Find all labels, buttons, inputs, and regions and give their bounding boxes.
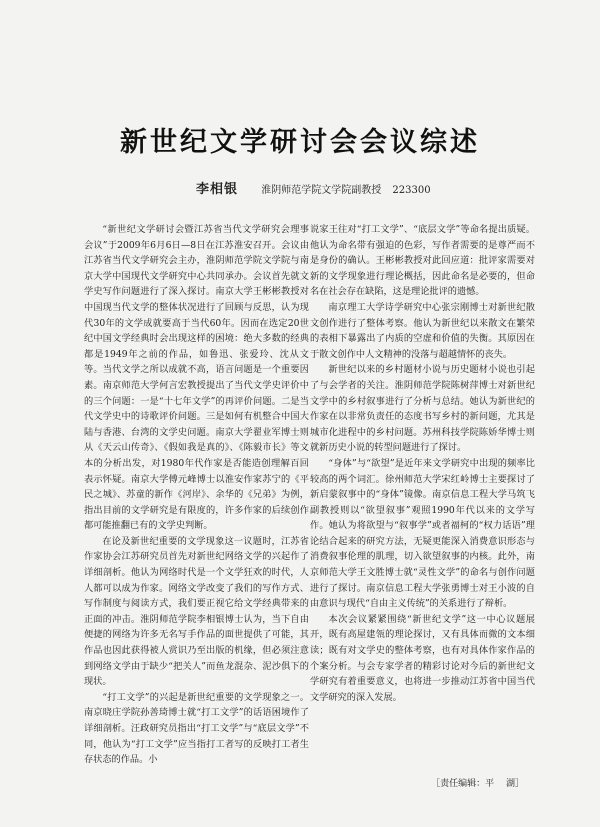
paragraph: “新世纪文学研讨会暨江苏省当代文学研究会理事会议”于2009年6月6日—8日在江苏淮安召开。会议由江苏省当代文学研究会主办，淮阴师范学院文学院与南京大学中国现代文学研究中心共同承办。会议首先就文学史写作问题进行了深入探讨。南京大学王彬彬教授对中国现当代文学的整体状况进行了回顾与反思，认为现代30年的文学成就要高于当代60年。因而在选定20世纪中国文学经典时会出现这样的困境：绝大多数的经典都是1949年之前的作品，如鲁迅、张爱玲、沈从文等。当代文学之所以成就不高，语言问题是一个重要因素。南京师范大学何言宏教授提出了当代文学史评价中的三个问题：一是“十七年文学”的再评价问题。二是当代文学史中的诗歌评价问题。三是如何有机整合中国大陆与香港、台湾的文学史问题。南京大学翟业军博士则从《天云山传奇》、《假如我是真的》、《陈毅市长》等文本的分析出发，对1980年代作家是否能造创理解百回表示怀疑。南京大学傅元峰博士以淮安作家苏宁的《平民之城》、苏童的新作《河岸》、余华的《兄弟》为例，指出目前的文学研究是有限度的，许多作家的后续创作都可能推翻已有的文学史判断。 xyxy=(84,224,309,532)
paragraph: “打工文学”的兴起是新世纪重要的文学现象之一。南京晓庄学院孙善琦博士就“打工文学”的话语困境作了详细剖析。汪政研究员指出“打工文学”与“底层文学”不同，他认为“打工文学”应当指打工者写的反映打工者生存状态的作品。小 xyxy=(84,691,309,766)
right-column xyxy=(310,222,535,782)
paragraph: 新世纪以来的乡村题材小说与历史题材小说也引起了与会学者的关注。淮阴师范学院陈树萍博士对新世纪文学中的乡村叙事进行了分析与总结。她认为新世纪的作家在以非常负责任的态度书写乡村的新问题，尤其是城市化进程中的乡村问题。苏州科技学院陈娇华博士则就新历史小说的转型问题进行了探讨。 xyxy=(310,364,535,454)
article-title: 新世纪文学研讨会会议综述 xyxy=(120,127,480,158)
left-column xyxy=(84,222,309,782)
paragraph-continued: 说家王往对“打工文学”、“底层文学”等命名提出质疑。他认为命名带有强迫的色彩，写作者需要的是尊严而不是身份的确认。王彬彬教授对此回应道：批评家需要对新的文学现象进行理论概括，因此命名是必要的，但命名在社会存在缺陷，这是理论批评的遗憾。 xyxy=(310,224,535,298)
paragraph: 本次会议紧紧围绕“新世纪文学”这一中心议题展开，既有高屋建瓴的理论探讨，又有具体而微的文本细读；既有对文学史的整体考察，也有对具体作家作品的个案分析。与会专家学者的精彩讨论对今后的新世纪文学研究有着重要意义，也将进一步推动江苏省中国当代文学研究的深入发展。 xyxy=(310,613,535,703)
paragraph: “身体”与“欲望”是近年来文学研究中出现的频率比较高的两个词汇。徐州师范大学宋红岭博士主要探讨了新启蒙叙事中的“身体”镜像。南京信息工程大学马筑飞副教授则以“欲望叙事”观照1990年代以来的文学写作。她认为将欲望与“叙事学”或者福柯的“权力话语”理论结合起来的研究方法，无疑更能深入消费意识形态与消费叙事伦理的肌理，切入欲望叙事的内核。此外，南京师范大学王文胜博士就“灵性文学”的命名与创作问题进行了探讨。南京信息工程大学张勇博士对王小波的自由意识与现代“自由主义传统”的关系进行了辩析。 xyxy=(310,457,535,610)
editor-note: ［责任编辑：平 湖］ xyxy=(431,779,524,789)
author-affiliation: 淮阴师范学院文学院副教授 xyxy=(261,185,382,196)
paragraph: 在论及新世纪重要的文学现象这一议题时，江苏省作家协会江苏研究员首先对新世纪网络文学的兴起作了详细剖析。他认为网络时代是一个文学狂欢的时代，人人都可以成为作家。网络文学改变了我们的写作方式、写作制度与阅读方式，我们要正视它给文学经典带来的正面的冲击。淮阴师范学院李相银博士认为，当下自由便捷的网络为许多无名写手作品的面世提供了可能，其作品也因此获得被人赏识乃至出版的机缘，但必须注意到网络文学由于缺少“把关人”而鱼龙混杂、泥沙俱下的现状。 xyxy=(84,535,309,688)
author-name: 李相银 xyxy=(196,182,239,197)
paragraph: 南京理工大学诗学研究中心张宗刚博士对新世纪散文创作进行了整体考察。他认为新世纪以来散文在繁荣的表相下暴露出了内质的空虚和价值的失衡。其原因在于散文创作中人文精神的没落与超越情怀的丧失。 xyxy=(310,301,535,360)
postcode: 223300 xyxy=(392,185,431,196)
byline xyxy=(196,178,431,197)
